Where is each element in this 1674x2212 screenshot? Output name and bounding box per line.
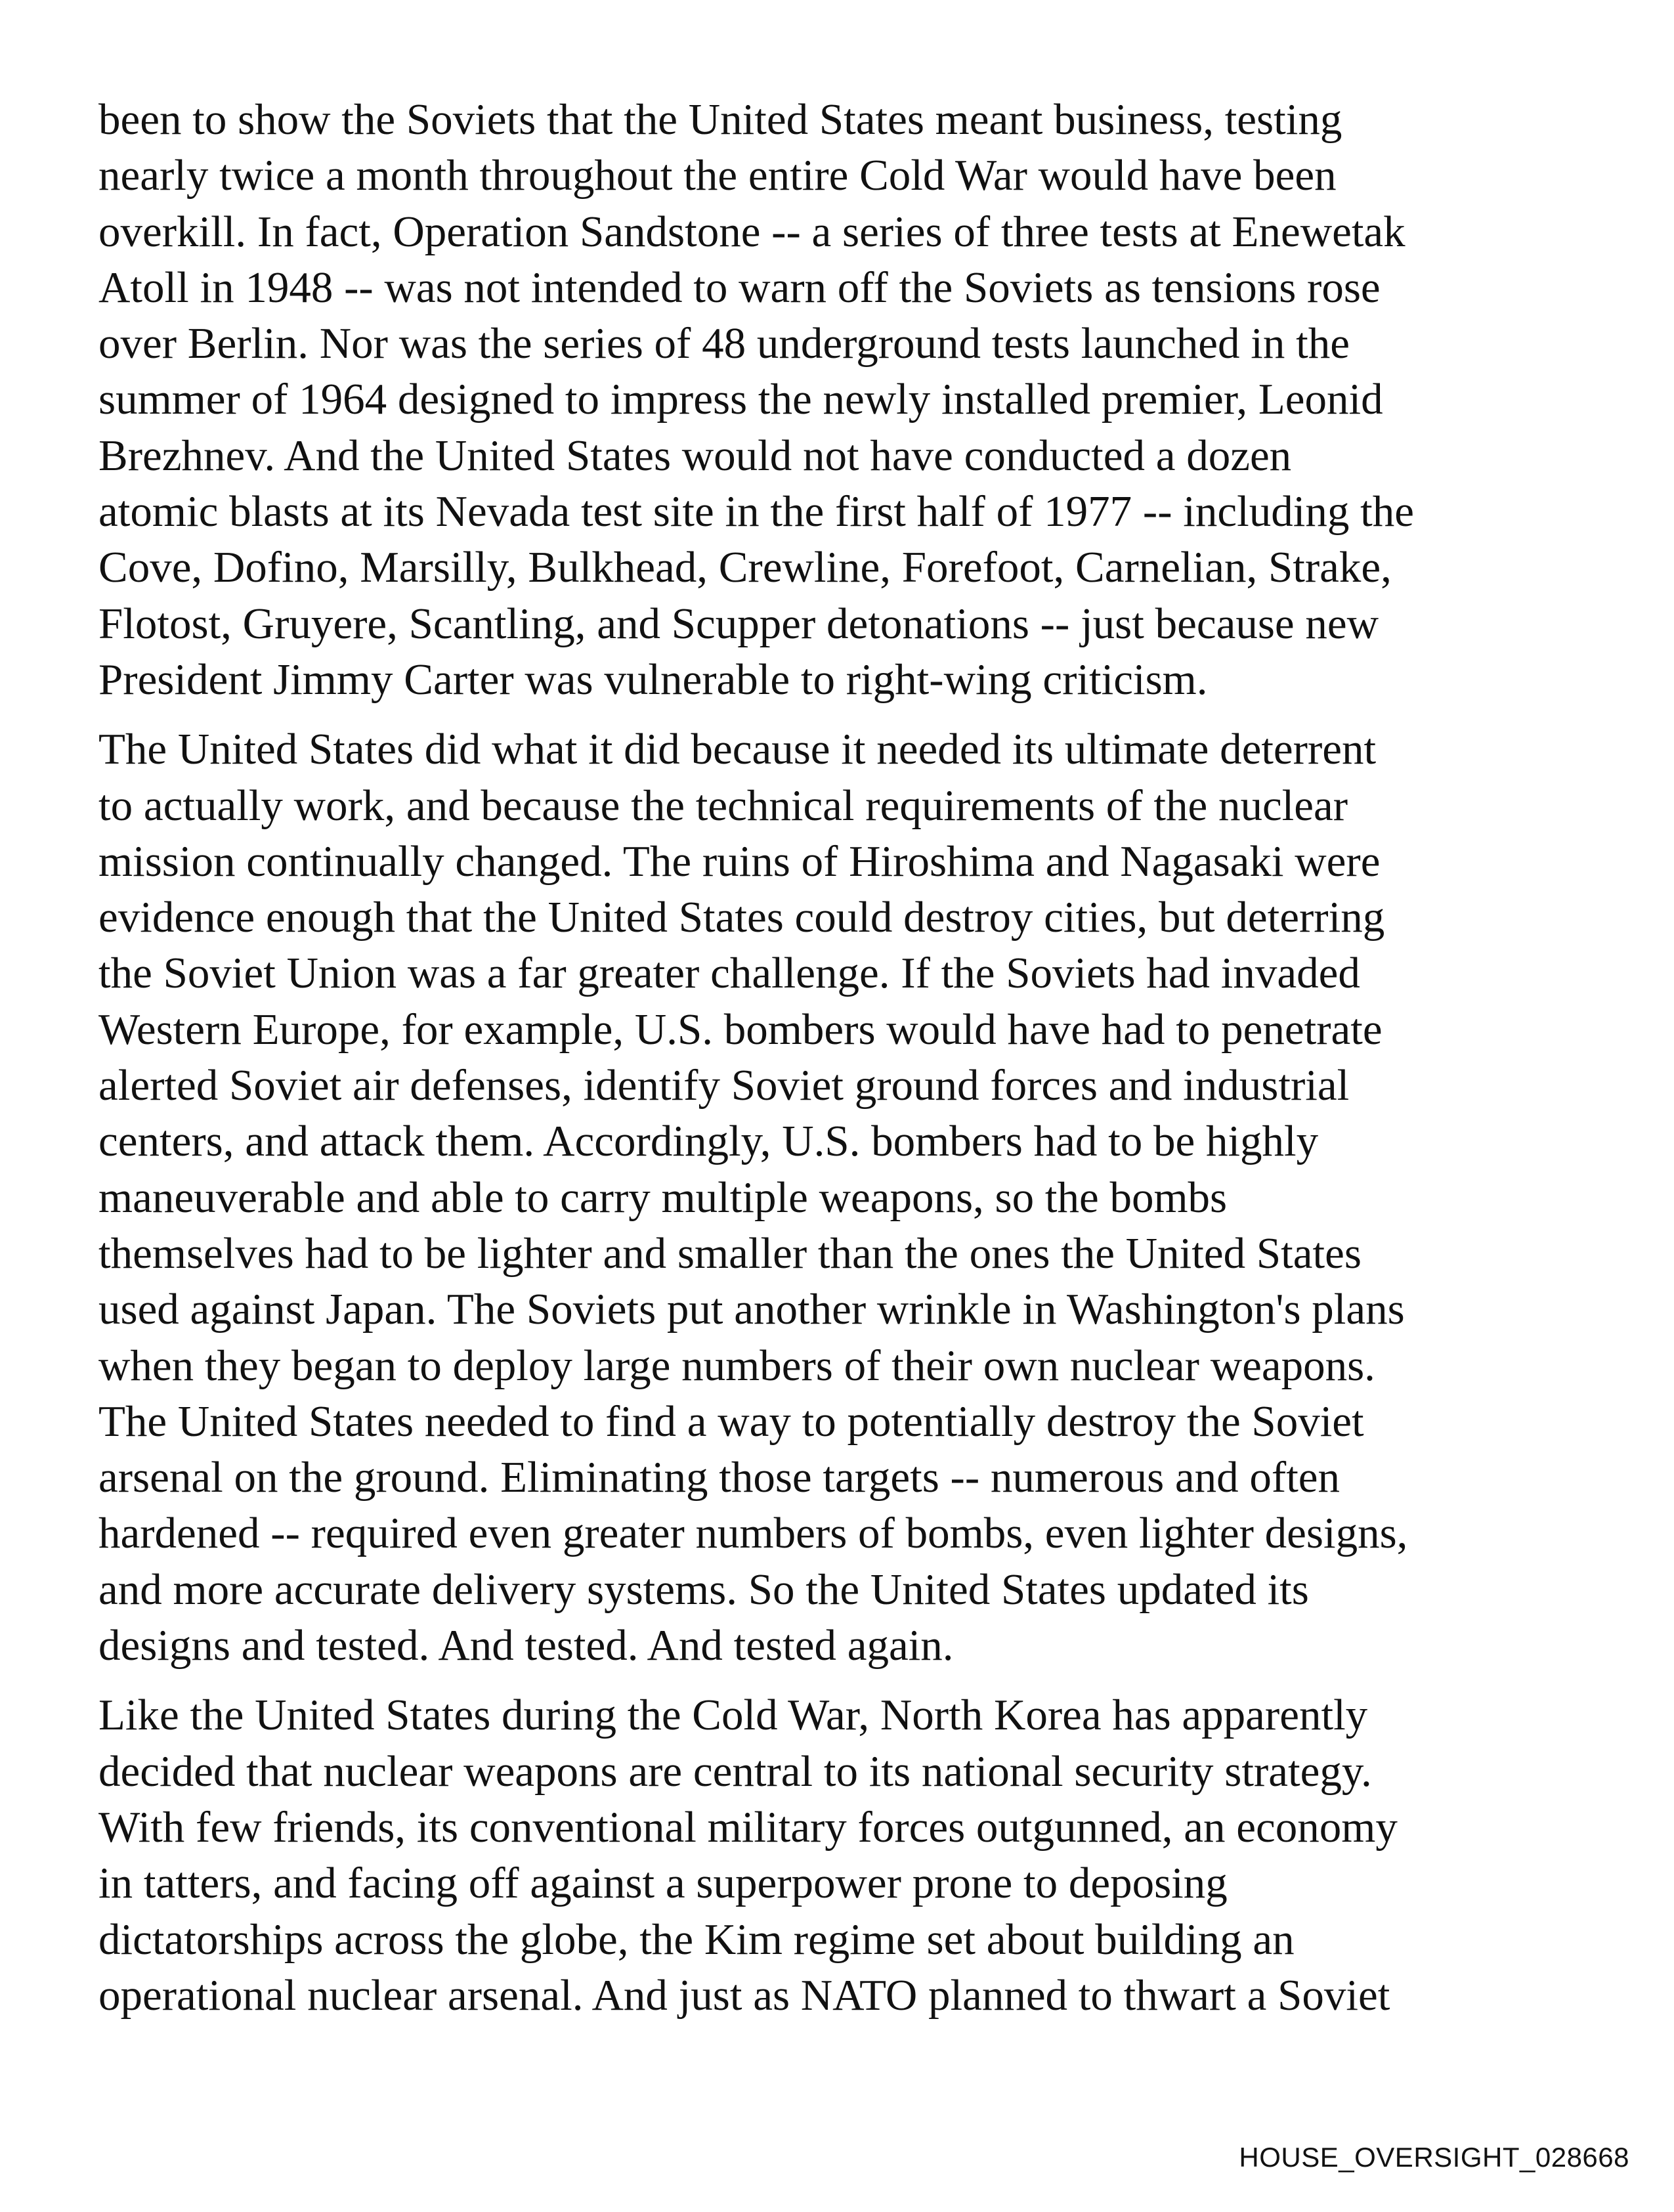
text-line: Western Europe, for example, U.S. bombers would have had to penetrate <box>98 1005 1383 1054</box>
text-line: arsenal on the ground. Eliminating those targets -- numerous and often <box>98 1453 1341 1502</box>
text-line: With few friends, its conventional military forces outgunned, an economy <box>98 1802 1398 1852</box>
text-line: Cove, Dofino, Marsilly, Bulkhead, Crewline, Forefoot, Carnelian, Strake, <box>98 543 1392 592</box>
text-line: the Soviet Union was a far greater challenge. If the Soviets had invaded <box>98 949 1360 998</box>
text-line: operational nuclear arsenal. And just as NATO planned to thwart a Soviet <box>98 1970 1390 2020</box>
text-line: over Berlin. Nor was the series of 48 underground tests launched in the <box>98 319 1350 368</box>
text-line: alerted Soviet air defenses, identify Soviet ground forces and industrial <box>98 1061 1350 1110</box>
text-line: designs and tested. And tested. And tested again. <box>98 1621 954 1670</box>
text-line: in tatters, and facing off against a superpower prone to deposing <box>98 1859 1228 1908</box>
text-line: and more accurate delivery systems. So the United States updated its <box>98 1565 1309 1614</box>
text-line: dictatorships across the globe, the Kim regime set about building an <box>98 1915 1295 1964</box>
text-line: The United States needed to find a way to potentially destroy the Soviet <box>98 1397 1364 1446</box>
text-line: when they began to deploy large numbers of their own nuclear weapons. <box>98 1341 1375 1390</box>
text-line: been to show the Soviets that the United States meant business, testing <box>98 95 1342 144</box>
paragraph <box>98 1687 1414 2024</box>
text-line: mission continually changed. The ruins of Hiroshima and Nagasaki were <box>98 836 1381 886</box>
bates-number: HOUSE_OVERSIGHT_028668 <box>1239 2142 1629 2173</box>
paragraph <box>98 722 1414 1674</box>
text-line: The United States did what it did because it needed its ultimate deterrent <box>98 725 1377 774</box>
text-line: used against Japan. The Soviets put another wrinkle in Washington's plans <box>98 1285 1405 1334</box>
text-line: decided that nuclear weapons are central to its national security strategy. <box>98 1746 1372 1796</box>
text-line: Like the United States during the Cold War, North Korea has apparently <box>98 1691 1368 1740</box>
text-line: Brezhnev. And the United States would not have conducted a dozen <box>98 431 1292 480</box>
text-line: centers, and attack them. Accordingly, U.S. bombers had to be highly <box>98 1117 1319 1166</box>
text-line: atomic blasts at its Nevada test site in the first half of 1977 -- including the <box>98 487 1414 536</box>
text-line: Atoll in 1948 -- was not intended to warn off the Soviets as tensions rose <box>98 263 1381 312</box>
text-line: maneuverable and able to carry multiple weapons, so the bombs <box>98 1173 1228 1222</box>
text-line: President Jimmy Carter was vulnerable to right-wing criticism. <box>98 655 1208 704</box>
text-line: themselves had to be lighter and smaller than the ones the United States <box>98 1228 1362 1278</box>
text-line: hardened -- required even greater numbers of bombs, even lighter designs, <box>98 1509 1408 1558</box>
text-line: nearly twice a month throughout the entire Cold War would have been <box>98 151 1337 200</box>
text-line: summer of 1964 designed to impress the newly installed premier, Leonid <box>98 375 1383 424</box>
paragraph <box>98 92 1414 708</box>
text-line: Flotost, Gruyere, Scantling, and Scupper detonations -- just because new <box>98 599 1379 648</box>
text-line: to actually work, and because the technical requirements of the nuclear <box>98 781 1348 830</box>
text-line: evidence enough that the United States could destroy cities, but deterring <box>98 893 1385 942</box>
text-line: overkill. In fact, Operation Sandstone -- a series of three tests at Enewetak <box>98 207 1406 256</box>
document-body <box>98 92 1414 2037</box>
